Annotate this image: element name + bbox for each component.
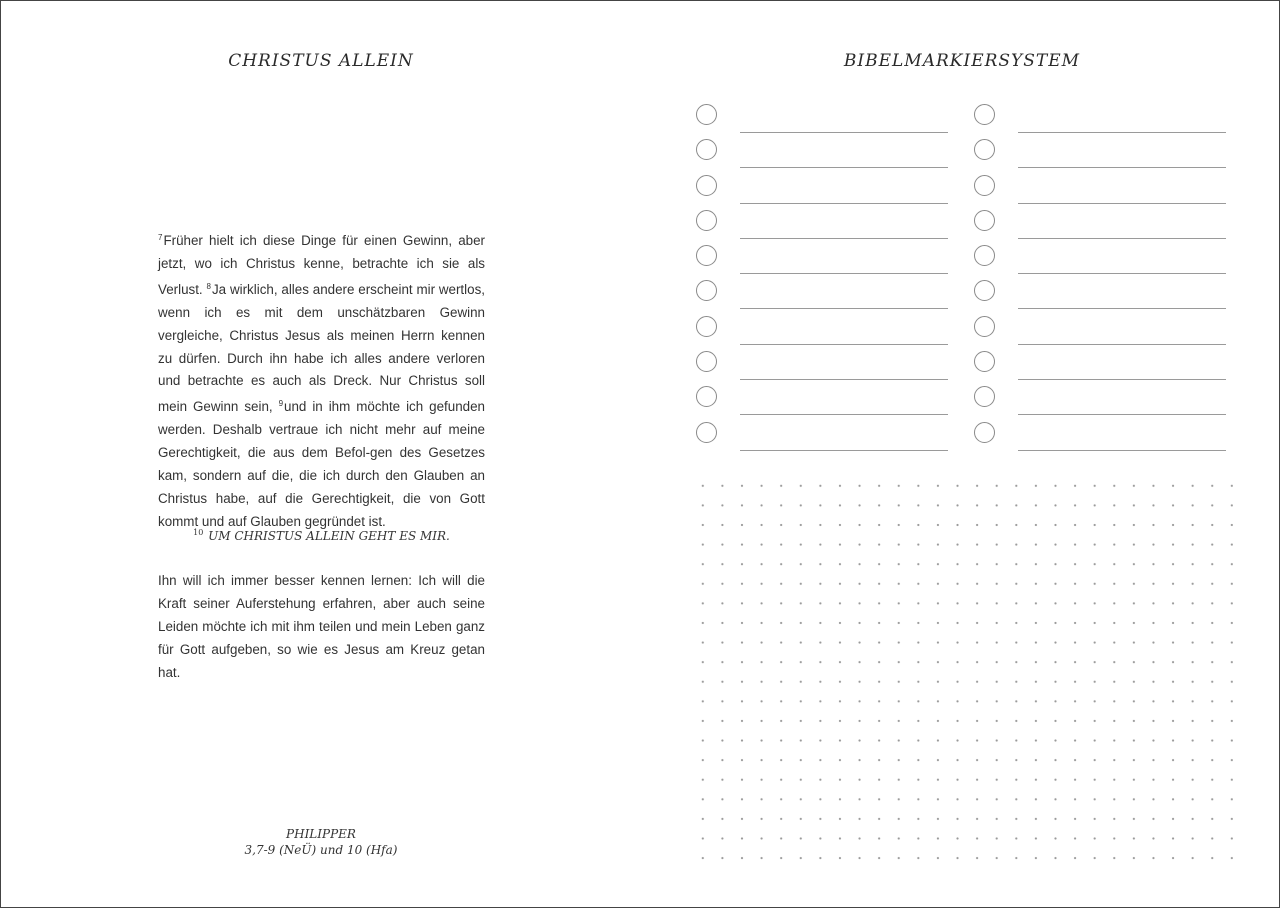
marker-checkbox-circle[interactable] [696,104,717,125]
verse-8-text: Ja wirklich, alles andere erscheint mir wertlos, wenn ich es mit dem unschätzbaren Gewinn vergleiche, Christus Jesus als meinen Herrn kennen zu dürfen. Durch ihn habe ich alles andere verloren und betrachte es auch als Dreck. Nur Christus soll mein Gewinn sein, [158,281,485,415]
verse-9-text: und in ihm möchte ich gefunden werden. Deshalb vertraue ich nicht mehr auf meine Gerechtigkeit, die aus dem Befol-gen des Gesetzes kam, sondern auf die, die ich durch den Glauben an Christus habe, auf die Gerechtigkeit, die von Gott kommt und auf Glauben gegründet ist. [158,399,485,529]
marker-checkbox-circle[interactable] [974,316,995,337]
marker-row [696,245,951,280]
left-page-title: CHRISTUS ALLEIN [228,51,414,71]
marker-checkbox-circle[interactable] [974,245,995,266]
marker-row [696,104,951,139]
marker-row [974,316,1229,351]
marker-row [974,104,1229,139]
marker-row [696,175,951,210]
marker-checkbox-circle[interactable] [696,386,717,407]
reference-verses: 3,7-9 (NeÜ) und 10 (Hfa) [244,843,398,857]
marker-label-line[interactable] [1018,203,1226,204]
marker-row [974,139,1229,174]
left-page [1,1,641,907]
scripture-paragraph-2: Ihn will ich immer besser kennen lernen: Ich will die Kraft seiner Auferstehung erfahren, aber auch seine Leiden möchte ich mit ihm teilen und mein Leben ganz für Gott aufgeben, so wie es Jesus am Kreuz getan hat. [158,573,485,680]
marker-row [974,422,1229,457]
marker-row [974,210,1229,245]
marker-row [974,351,1229,386]
verse-number-9: 9 [278,399,284,409]
marker-checkbox-circle[interactable] [974,104,995,125]
marker-label-line[interactable] [740,450,948,451]
marker-checkbox-circle[interactable] [974,351,995,372]
verse-7-text: Früher hielt ich diese Dinge für einen Gewinn, aber jetzt, wo ich Christus kenne, betrachte ich sie als Verlust. [158,233,485,297]
marker-column-right [974,104,1229,457]
marker-label-line[interactable] [1018,414,1226,415]
marker-label-line[interactable] [740,167,948,168]
marker-checkbox-circle[interactable] [974,422,995,443]
verse-number-10: 10 [193,528,204,537]
marker-checkbox-circle[interactable] [974,210,995,231]
marker-label-line[interactable] [1018,308,1226,309]
marker-label-line[interactable] [740,132,948,133]
marker-row [696,316,951,351]
marker-label-line[interactable] [1018,167,1226,168]
marker-label-line[interactable] [1018,132,1226,133]
scripture-paragraph-1 [158,227,485,534]
marker-checkbox-circle[interactable] [696,280,717,301]
marker-row [696,351,951,386]
marker-checkbox-circle[interactable] [974,139,995,160]
marker-label-line[interactable] [740,203,948,204]
dot-grid-notes-area[interactable] [693,476,1233,861]
marker-row [696,422,951,457]
marker-checkbox-circle[interactable] [696,316,717,337]
marker-row [974,175,1229,210]
marker-label-line[interactable] [1018,273,1226,274]
marker-checkbox-circle[interactable] [696,422,717,443]
reference-book: PHILIPPER [286,827,356,841]
marker-checkbox-circle[interactable] [974,175,995,196]
marker-row [696,210,951,245]
key-verse [158,528,485,543]
right-page [641,1,1279,907]
marker-label-line[interactable] [1018,379,1226,380]
marker-label-line[interactable] [1018,238,1226,239]
key-verse-text: UM CHRISTUS ALLEIN GEHT ES MIR. [208,529,450,543]
marker-checkbox-circle[interactable] [696,175,717,196]
scripture-reference [1,826,641,858]
marker-checkbox-circle[interactable] [696,351,717,372]
marker-checkbox-circle[interactable] [974,280,995,301]
marker-row [696,386,951,421]
marker-checkbox-circle[interactable] [696,139,717,160]
marker-label-line[interactable] [740,379,948,380]
marker-row [696,139,951,174]
verse-number-7: 7 [158,233,163,242]
marker-label-line[interactable] [1018,344,1226,345]
right-page-title: BIBELMARKIERSYSTEM [843,51,1081,71]
marker-checkbox-circle[interactable] [696,210,717,231]
marker-label-line[interactable] [740,414,948,415]
marker-row [974,245,1229,280]
marker-label-line[interactable] [740,238,948,239]
marker-row [696,280,951,315]
marker-label-line[interactable] [740,308,948,309]
marker-label-line[interactable] [740,273,948,274]
marker-row [974,386,1229,421]
marker-label-line[interactable] [1018,450,1226,451]
verse-number-8: 8 [206,281,211,291]
marker-label-line[interactable] [740,344,948,345]
marker-checkbox-circle[interactable] [974,386,995,407]
marker-row [974,280,1229,315]
marker-column-left [696,104,951,457]
marker-checkbox-circle[interactable] [696,245,717,266]
